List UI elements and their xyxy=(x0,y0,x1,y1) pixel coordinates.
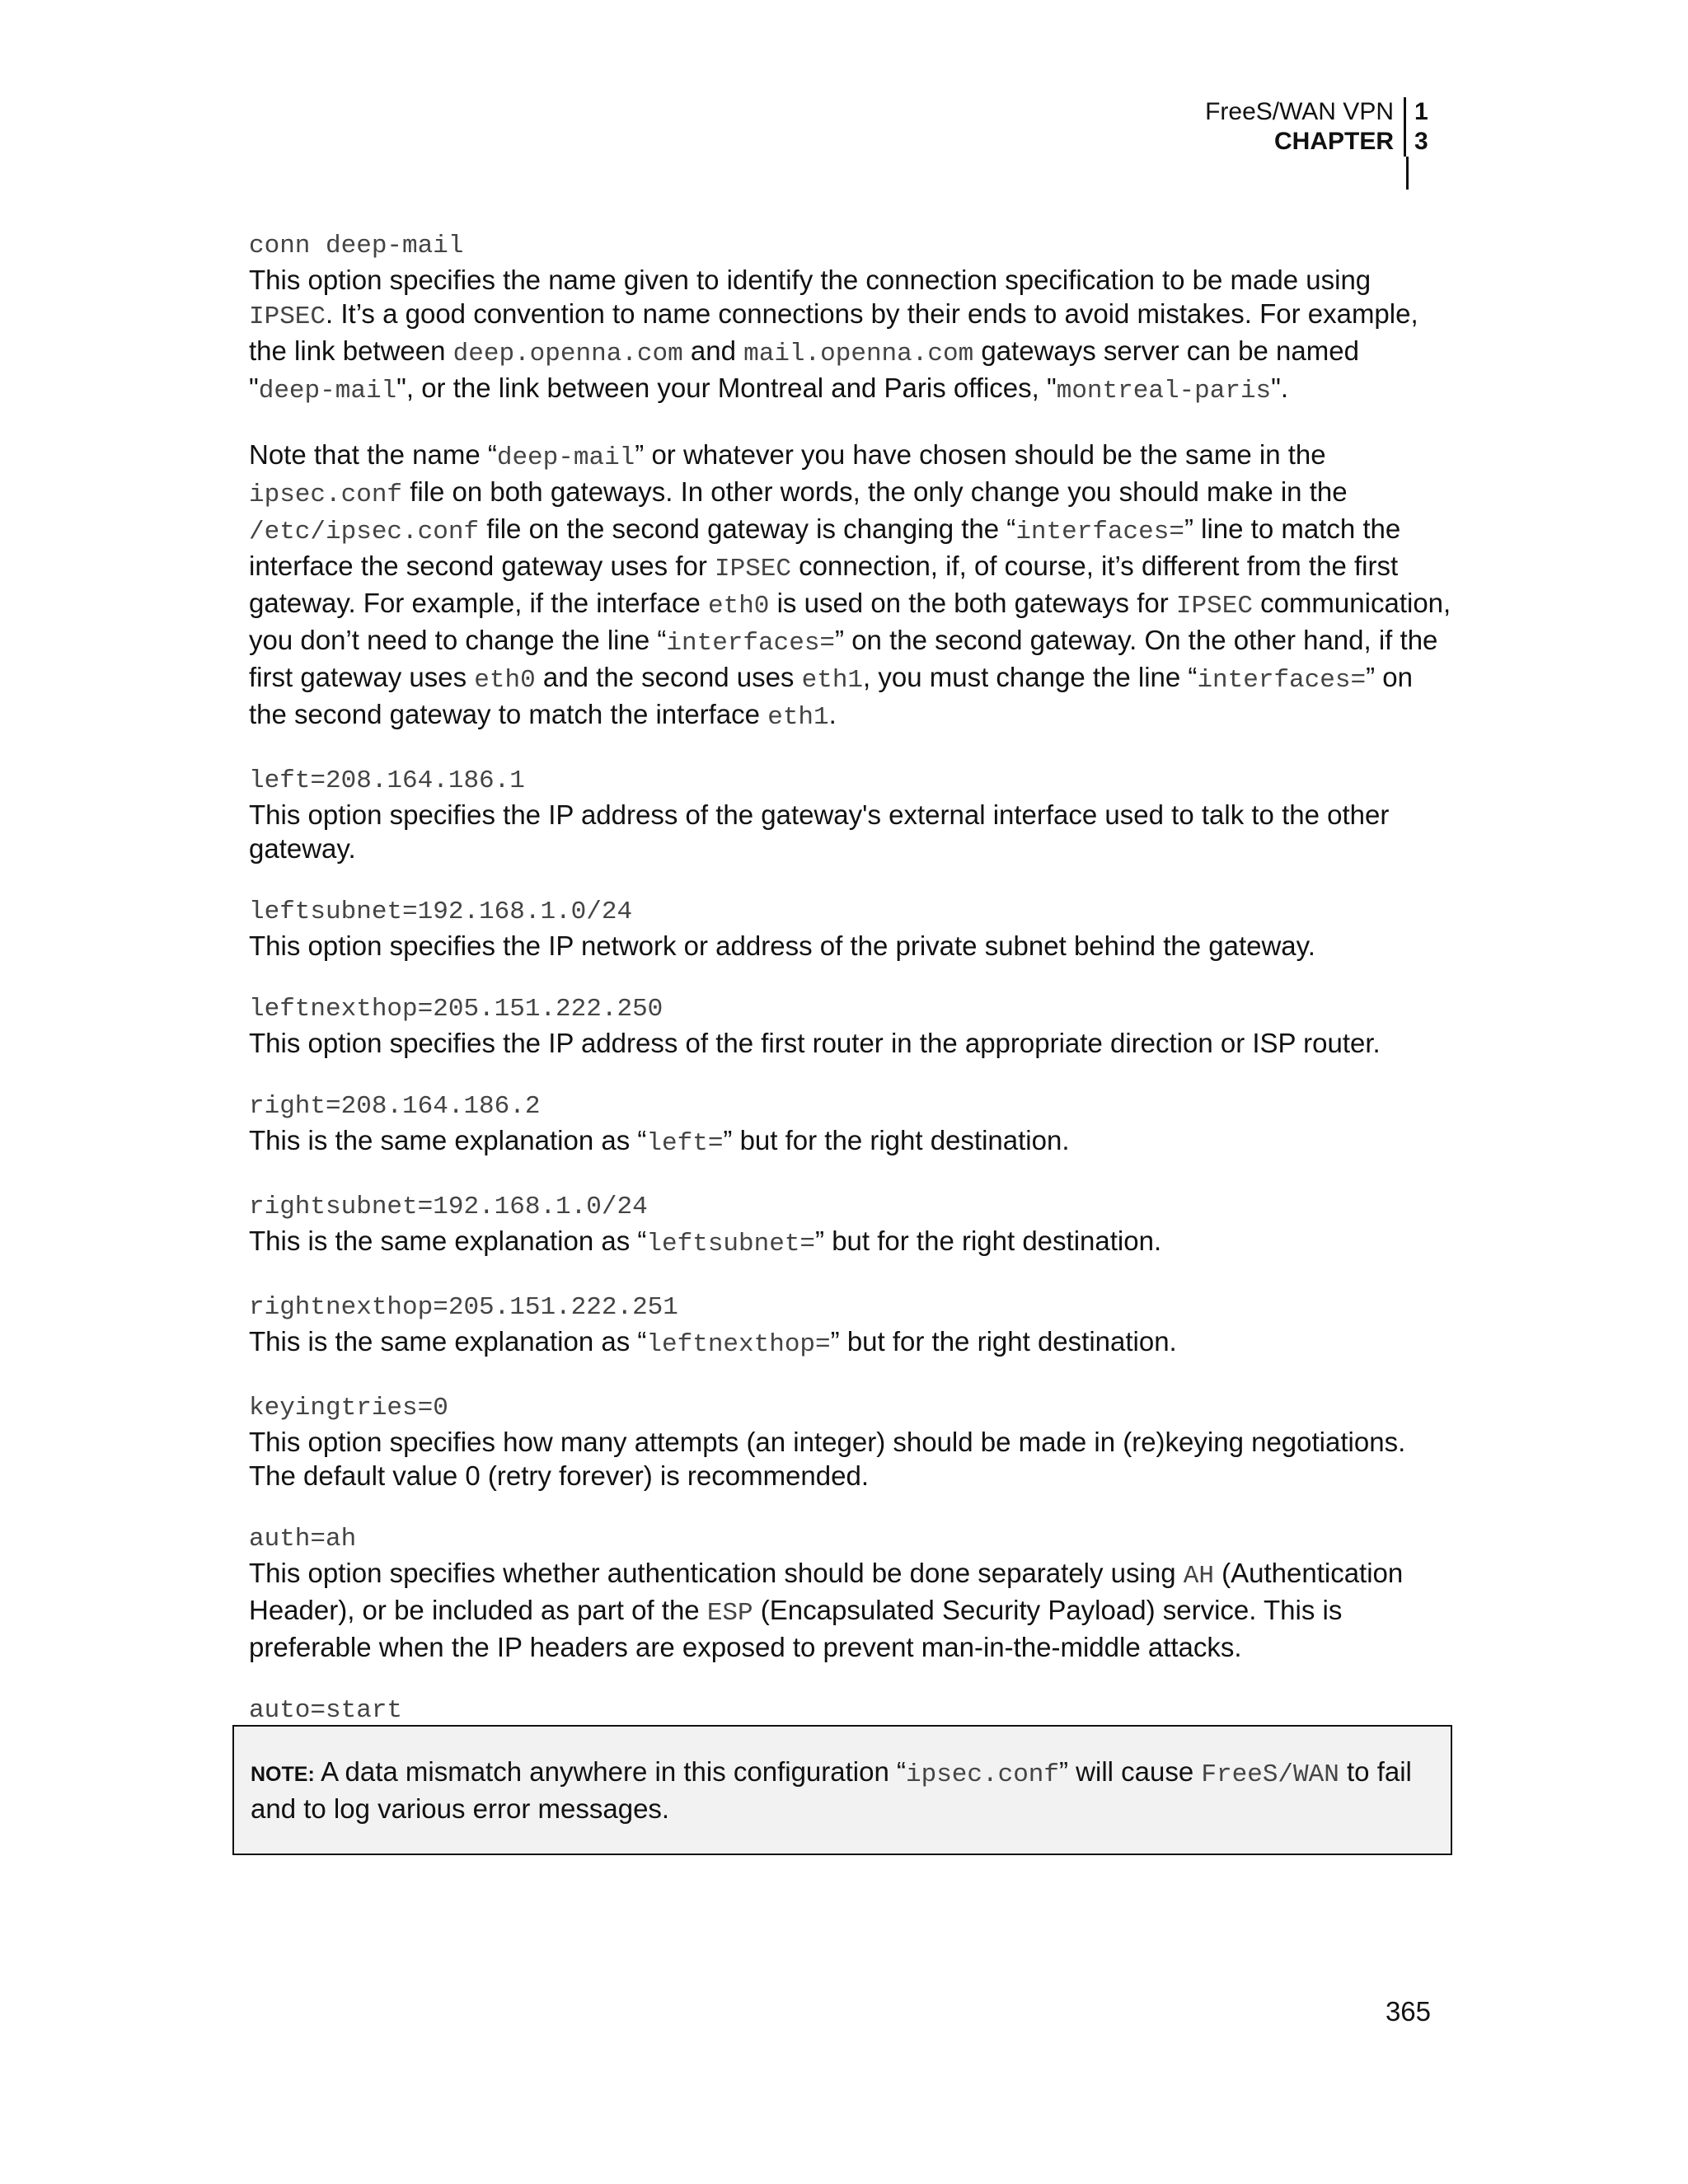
page-content xyxy=(249,229,1452,1794)
option-code: rightnexthop=205.151.222.251 xyxy=(249,1293,678,1322)
text: ” will cause xyxy=(1059,1756,1202,1787)
text: This option specifies the name given to identify the connection specification to be made using xyxy=(249,265,1372,295)
inline-code: AH xyxy=(1183,1562,1214,1591)
header-divider xyxy=(1406,157,1409,190)
inline-code: eth0 xyxy=(708,592,770,621)
option-code: right=208.164.186.2 xyxy=(249,1092,541,1121)
inline-code: montreal-paris xyxy=(1056,377,1272,405)
option-keyingtries xyxy=(249,1391,1452,1493)
inline-code: deep.openna.com xyxy=(452,340,683,368)
inline-code: leftsubnet= xyxy=(646,1230,816,1258)
page-number: 365 xyxy=(1385,1996,1431,2027)
header-chapter-label: CHAPTER xyxy=(1273,128,1394,155)
inline-code: ipsec.conf xyxy=(905,1760,1060,1789)
option-left xyxy=(249,764,1452,865)
text: (Authentication Header), or be included as part of the xyxy=(249,1558,1404,1625)
text: , you must change the line “ xyxy=(863,662,1198,692)
option-description xyxy=(249,1556,1452,1664)
text: file on both gateways. In other words, the only change you should make in the xyxy=(402,476,1348,507)
text: to fail and to log various error messages. xyxy=(251,1756,1412,1824)
inline-code: leftnexthop= xyxy=(646,1330,831,1359)
option-description xyxy=(249,263,1452,408)
text: Note that the name “ xyxy=(249,439,497,470)
text: and xyxy=(682,335,744,366)
option-right xyxy=(249,1090,1452,1160)
inline-code: interfaces= xyxy=(1197,666,1367,695)
note-label: NOTE: xyxy=(251,1763,315,1786)
text: ” line to match the interface the second gateway uses for xyxy=(249,513,1401,581)
text: This option specifies whether authentication should be done separately using xyxy=(249,1558,1184,1588)
text: ", or the link between your Montreal and Paris offices, " xyxy=(396,373,1057,403)
option-code: auto=start xyxy=(249,1696,403,1725)
text: connection, if, of course, it’s different from the first gateway. For example, if the interface xyxy=(249,551,1399,618)
text: communication, you don’t need to change the line “ xyxy=(249,588,1451,655)
option-description xyxy=(249,1224,1452,1261)
text: This is the same explanation as “ xyxy=(249,1125,647,1155)
inline-code: eth0 xyxy=(474,666,536,695)
option-code: keyingtries=0 xyxy=(249,1394,448,1422)
option-description xyxy=(249,1123,1452,1160)
text: ” but for the right destination. xyxy=(815,1226,1162,1256)
inline-code: eth1 xyxy=(767,703,829,732)
inline-code: IPSEC xyxy=(715,555,792,583)
text: ". xyxy=(1271,373,1289,403)
option-rightsubnet xyxy=(249,1190,1452,1261)
inline-code: ipsec.conf xyxy=(249,480,403,509)
header-section-title: FreeS/WAN VPN xyxy=(1205,98,1394,125)
interfaces-note-paragraph xyxy=(249,438,1452,734)
inline-code: mail.openna.com xyxy=(743,340,974,368)
note-box xyxy=(232,1725,1452,1855)
inline-code: deep-mail xyxy=(496,443,635,472)
option-auth xyxy=(249,1522,1452,1664)
option-description: This option specifies the IP address of the gateway's external interface used to talk to the other gateway. xyxy=(249,799,1390,864)
option-code: leftsubnet=192.168.1.0/24 xyxy=(249,898,633,926)
inline-code: IPSEC xyxy=(249,302,326,331)
text: ” or whatever you have chosen should be the same in the xyxy=(635,439,1326,470)
page-header xyxy=(1205,97,1431,157)
inline-code: interfaces= xyxy=(666,629,836,658)
option-leftsubnet xyxy=(249,895,1452,963)
inline-code: left= xyxy=(646,1129,724,1158)
text: ” but for the right destination. xyxy=(830,1326,1177,1357)
text: is used on the both gateways for xyxy=(769,588,1176,618)
inline-code: IPSEC xyxy=(1175,592,1253,621)
text: ” but for the right destination. xyxy=(723,1125,1070,1155)
header-chapter-row xyxy=(1205,127,1431,157)
text: This is the same explanation as “ xyxy=(249,1326,647,1357)
inline-code: eth1 xyxy=(801,666,864,695)
text: This is the same explanation as “ xyxy=(249,1226,647,1256)
option-code: rightsubnet=192.168.1.0/24 xyxy=(249,1193,648,1221)
text: and the second uses xyxy=(535,662,802,692)
option-code: leftnexthop=205.151.222.250 xyxy=(249,995,663,1024)
option-conn xyxy=(249,229,1452,408)
text: ” on the second gateway. On the other hand, if the first gateway uses xyxy=(249,625,1438,692)
text: file on the second gateway is changing the “ xyxy=(479,513,1016,544)
text: gateways server can be named " xyxy=(249,335,1359,403)
option-code: conn deep-mail xyxy=(249,232,464,260)
option-description xyxy=(249,1324,1452,1361)
option-description: This option specifies how many attempts (an integer) should be made in (re)keying negotiations. The default value 0 (retry forever) is recommended. xyxy=(249,1427,1406,1491)
inline-code: ESP xyxy=(706,1599,753,1628)
text: A data mismatch anywhere in this configuration “ xyxy=(314,1756,906,1787)
option-code: auth=ah xyxy=(249,1525,357,1554)
header-section-number: 1 xyxy=(1404,97,1431,127)
inline-code: FreeS/WAN xyxy=(1201,1760,1339,1789)
option-leftnexthop xyxy=(249,992,1452,1060)
option-rightnexthop xyxy=(249,1291,1452,1361)
header-section-row xyxy=(1205,97,1431,127)
text: (Encapsulated Security Payload) service. This is preferable when the IP headers are exposed to prevent man-in-the-middle attacks. xyxy=(249,1595,1343,1662)
inline-code: interfaces= xyxy=(1015,518,1184,546)
inline-code: deep-mail xyxy=(258,377,397,405)
inline-code: /etc/ipsec.conf xyxy=(249,518,480,546)
header-chapter-number: 3 xyxy=(1404,127,1431,157)
option-description: This option specifies the IP network or address of the private subnet behind the gateway. xyxy=(249,930,1315,961)
text: ” on the second gateway to match the interface xyxy=(249,662,1413,729)
text: . It’s a good convention to name connections by their ends to avoid mistakes. For example, the link between xyxy=(249,298,1418,366)
text: . xyxy=(828,699,837,729)
option-code: left=208.164.186.1 xyxy=(249,766,525,795)
option-description: This option specifies the IP address of the first router in the appropriate direction or ISP router. xyxy=(249,1028,1381,1058)
